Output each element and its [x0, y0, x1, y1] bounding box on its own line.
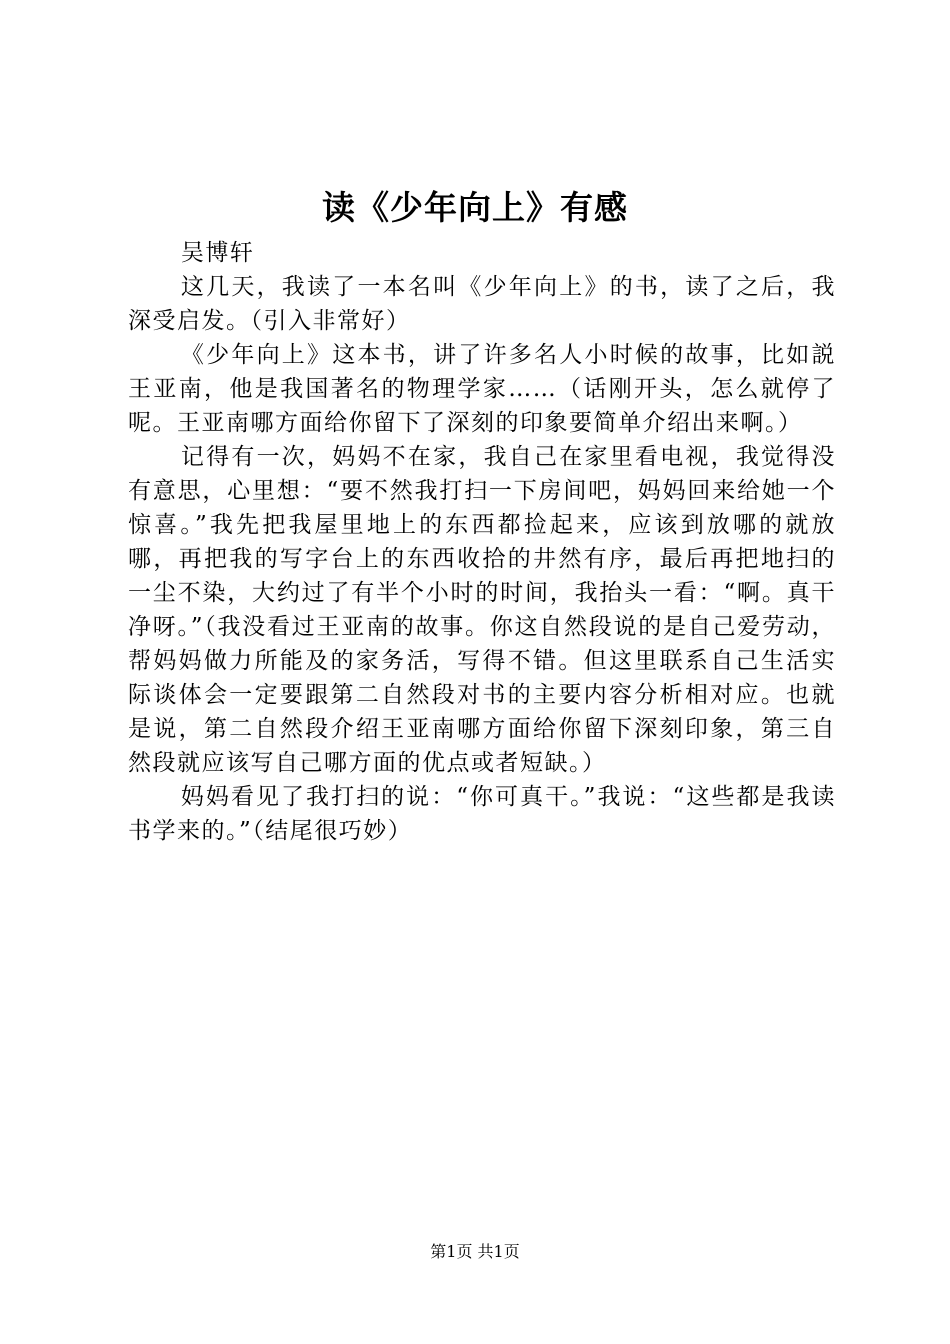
paragraph-3: 记得有一次，妈妈不在家，我自己在家里看电视，我觉得没有意思，心里想：“要不然我打扫一下房间吧，妈妈回来给她一个惊喜。”我先把我屋里地上的东西都捡起来，应该到放哪的就放哪，再把我的写字台上的东西收拾的井然有序，最后再把地扫的一尘不染，大约过了有半个小时的时间，我抬头一看：“啊。真干净呀。”（我没看过王亚南的故事。你这自然段说的是自己爱劳动，帮妈妈做力所能及的家务活，写得不错。但这里联系自己生活实际谈体会一定要跟第二自然段对书的主要内容分析相对应。也就是说，第二自然段介绍王亚南哪方面给你留下深刻印象，第三自然段就应该写自己哪方面的优点或者短缺。）	[128, 444, 836, 776]
paragraph-1: 这几天，我读了一本名叫《少年向上》的书，读了之后，我深受启发。（引入非常好）	[128, 274, 836, 334]
paragraph-4: 妈妈看见了我打扫的说：“你可真干。”我说：“这些都是我读书学来的。”（结尾很巧妙）	[128, 784, 836, 844]
document-title: 读《少年向上》有感	[322, 188, 628, 227]
author-line: 吴博轩	[180, 240, 255, 266]
document-body	[128, 236, 836, 848]
page-footer: 第1页 共1页	[430, 1242, 520, 1261]
paragraph-2: 《少年向上》这本书，讲了许多名人小时候的故事，比如説王亚南，他是我国著名的物理学家……（话刚开头，怎么就停了呢。王亚南哪方面给你留下了深刻的印象要简单介绍出来啊。）	[128, 342, 836, 436]
